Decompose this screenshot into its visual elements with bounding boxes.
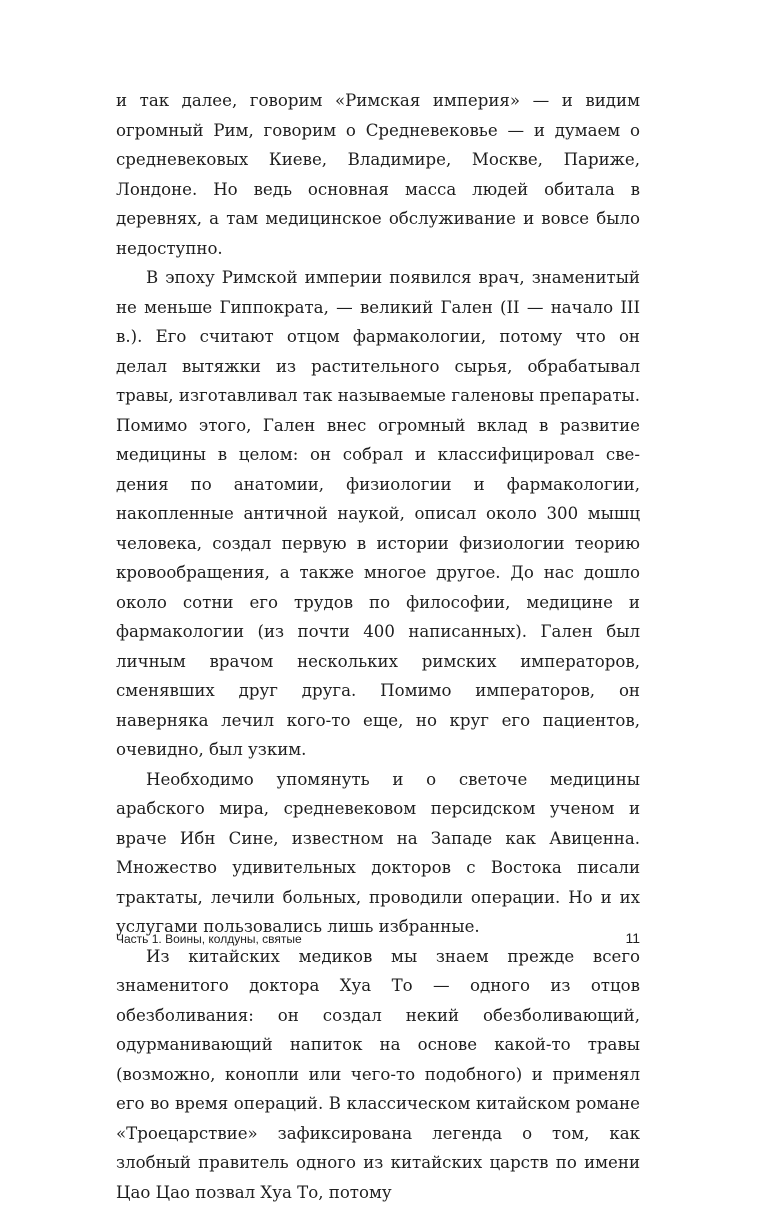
body-text [116,86,640,1207]
paragraph-2: В эпоху Римской империи появился врач, знаменитый не меньше Гиппократа, — великий Гален (II — начало III в.). Его считают отцом фармакологии, потому что он делал вытяжки из растительного сырья, обрабатывал травы, изготавливал так называемые галеновы препараты. Помимо этого, Гален внес огромный вклад в развитие медицины в целом: он собрал и классифицировал сведения по анатомии, физиологии и фармакологии, накопленные античной наукой, описал около 300 мышц человека, создал первую в истории физиологии теорию кровообращения, а также многое другое. До нас дошло около сотни его трудов по философии, медицине и фармакологии (из почти 400 написанных). Гален был личным врачом нескольких римских императоров, сменявших друг друга. Помимо императоров, он наверняка лечил кого-то еще, но круг его пациентов, очевидно, был узким. [116,263,640,765]
paragraph-4: Из китайских медиков мы знаем прежде всего знаменитого доктора Хуа То — одного из отцов обезболивания: он создал некий обезболивающий, одурманивающий напиток на основе какой-то травы (возможно, конопли или чего-то подобного) и применял его во время операций. В классическом китайском романе «Троецарствие» зафиксирована легенда о том, как злобный правитель одного из китайских царств по имени Цао Цао позвал Хуа То, потому [116,942,640,1207]
page-number: 11 [625,930,640,946]
paragraph-1: и так далее, говорим «Римская империя» — и видим огромный Рим, говорим о Средневековье — и думаем о средневековых Киеве, Владимире, Москве, Париже, Лондоне. Но ведь основная масса людей обитала в деревнях, а там медицинское обслуживание и вовсе было недоступно. [116,86,640,263]
running-title: Часть 1. Воины, колдуны, святые [116,932,302,946]
paragraph-3: Необходимо упомянуть и о светоче медицины арабского мира, средневековом персидском ученом и враче Ибн Сине, известном на Западе как Авиценна. Множество удивительных докторов с Востока писали трактаты, лечили больных, проводили операции. Но и их услугами пользовались лишь избранные. [116,765,640,942]
